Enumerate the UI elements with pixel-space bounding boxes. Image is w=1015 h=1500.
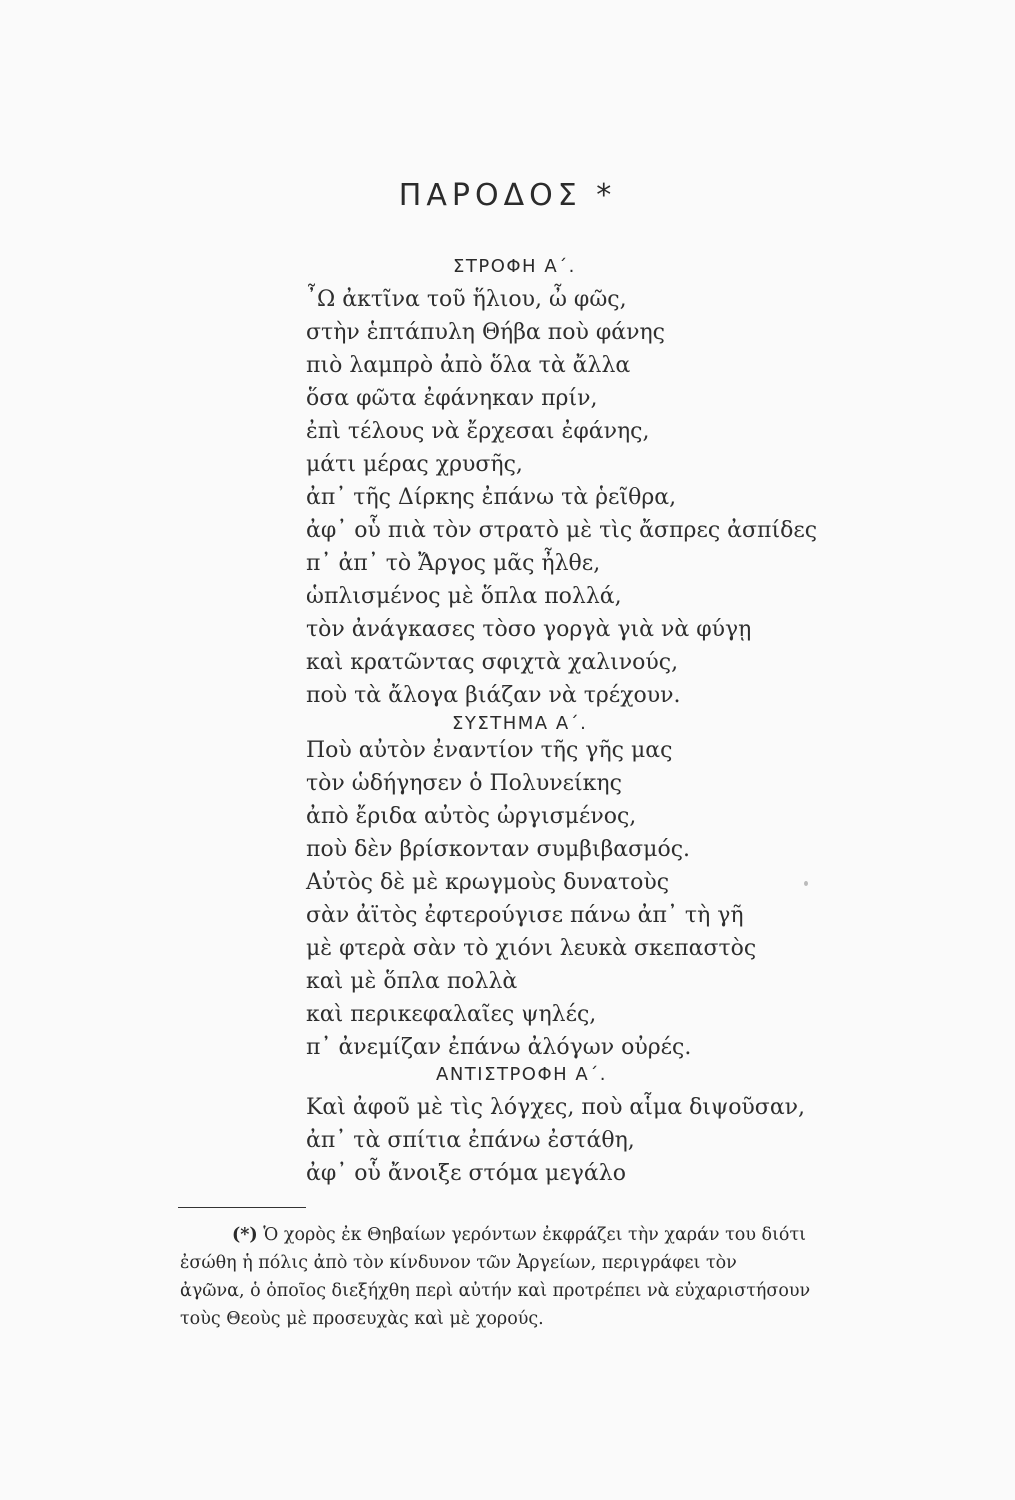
verse-line: τὸν ἀνάγκασες τὸσο γοργὰ γιὰ νὰ φύγῃ: [306, 617, 752, 642]
verse-line: ἀφ᾽ οὗ πιὰ τὸν στρατὸ μὲ τὶς ἄσπρες ἀσπίδες: [306, 518, 818, 543]
systema-a-heading: ΣΥΣΤΗΜΑ Α΄.: [452, 713, 588, 734]
footnote-marker: (*): [232, 1225, 258, 1245]
verse-line: Ποὺ αὐτὸν ἐναντίον τῆς γῆς μας: [306, 738, 673, 763]
footnote-line: ἐσώθη ἡ πόλις ἀπὸ τὸν κίνδυνον τῶν Ἀργείων, περιγράφει τὸν: [180, 1253, 737, 1273]
verse-line: π᾽ ἀπ᾽ τὸ Ἄργος μᾶς ἦλθε,: [306, 551, 601, 576]
verse-line: ποὺ τὰ ἄλογα βιάζαν νὰ τρέχουν.: [306, 683, 681, 708]
verse-line: μὲ φτερὰ σὰν τὸ χιόνι λευκὰ σκεπαστὸς: [306, 936, 757, 961]
footnote-rule: [178, 1207, 306, 1208]
antistrophe-a-heading: ΑΝΤΙΣΤΡΟΦΗ Α΄.: [436, 1064, 607, 1085]
systema-a-verse: [306, 734, 756, 1064]
verse-line: ἀφ᾽ οὗ ἄνοιξε στόμα μεγάλο: [306, 1161, 626, 1186]
footnote: [180, 1221, 888, 1333]
antistrophe-a-verse: [306, 1091, 805, 1190]
verse-line: ὅσα φῶτα ἐφάνηκαν πρίν,: [306, 386, 598, 411]
verse-line: τὸν ὡδήγησεν ὁ Πολυνείκης: [306, 771, 622, 796]
verse-line: σὰν ἀϊτὸς ἐφτερούγισε πάνω ἀπ᾽ τὴ γῆ: [306, 903, 744, 928]
strophe-a-heading: ΣΤΡΟΦΗ Α΄.: [453, 256, 576, 277]
footnote-line: [180, 1221, 888, 1249]
footnote-line: ἀγῶνα, ὁ ὁποῖος διεξήχθη περὶ αὐτήν καὶ προτρέπει νὰ εὐχαριστήσουν: [180, 1281, 811, 1301]
verse-line: Αὐτὸς δὲ μὲ κρωγμοὺς δυνατοὺς: [306, 870, 670, 895]
verse-line: Καὶ ἀφοῦ μὲ τὶς λόγχες, ποὺ αἷμα διψοῦσαν,: [306, 1095, 806, 1120]
verse-line: καὶ κρατῶντας σφιχτὰ χαλινούς,: [306, 650, 679, 675]
paper-speck: [804, 881, 808, 886]
footnote-text: Ὁ χορὸς ἐκ Θηβαίων γερόντων ἐκφράζει τὴν χαράν του διότι: [263, 1225, 807, 1245]
verse-line: ὡπλισμένος μὲ ὅπλα πολλά,: [306, 584, 622, 609]
strophe-a-verse: [306, 283, 817, 712]
verse-line: στὴν ἑπτάπυλη Θήβα ποὺ φάνης: [306, 320, 665, 345]
verse-line: ἀπ᾽ τῆς Δίρκης ἐπάνω τὰ ῥεῖθρα,: [306, 485, 677, 510]
verse-line: ῏Ω ἀκτῖνα τοῦ ἥλιου, ὦ φῶς,: [306, 287, 627, 312]
verse-line: καὶ περικεφαλαῖες ψηλές,: [306, 1002, 597, 1027]
verse-line: ἀπ᾽ τὰ σπίτια ἐπάνω ἐστάθη,: [306, 1128, 635, 1153]
verse-line: μάτι μέρας χρυσῆς,: [306, 452, 523, 477]
page-title: ΠΑΡΟΔΟΣ *: [398, 178, 617, 213]
verse-line: ἐπὶ τέλους νὰ ἔρχεσαι ἐφάνης,: [306, 419, 650, 444]
verse-line: καὶ μὲ ὅπλα πολλὰ: [306, 969, 518, 994]
verse-line: ἀπὸ ἔριδα αὐτὸς ὠργισμένος,: [306, 804, 637, 829]
footnote-line: τοὺς Θεοὺς μὲ προσευχὰς καὶ μὲ χορούς.: [180, 1309, 544, 1329]
verse-line: πιὸ λαμπρὸ ἀπὸ ὅλα τὰ ἄλλα: [306, 353, 631, 378]
verse-line: ποὺ δὲν βρίσκονταν συμβιβασμός.: [306, 837, 691, 862]
verse-line: π᾽ ἀνεμίζαν ἐπάνω ἀλόγων οὐρές.: [306, 1035, 692, 1060]
